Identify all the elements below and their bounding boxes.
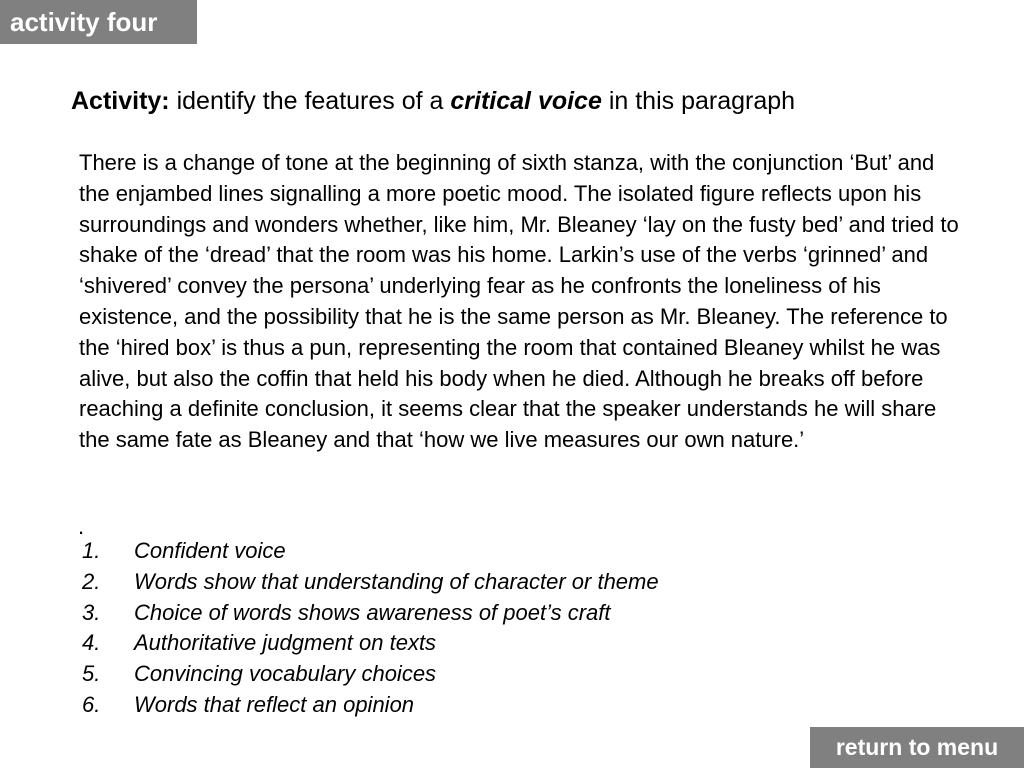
- list-item-number: 3.: [82, 599, 101, 625]
- list-item-text: Convincing vocabulary choices: [134, 661, 437, 687]
- list-item-text: Words that reflect an opinion: [134, 691, 415, 717]
- features-list: [82, 536, 659, 721]
- list-item-number: 1.: [82, 538, 101, 563]
- list-item-number: 2.: [82, 568, 101, 594]
- list-item-number: 6.: [82, 691, 101, 717]
- list-item-number: 4.: [82, 630, 101, 656]
- activity-tag: activity four: [0, 0, 197, 44]
- list-item-number: 5.: [82, 661, 101, 687]
- list-item-text: Confident voice: [134, 538, 286, 563]
- return-to-menu-button[interactable]: return to menu: [810, 727, 1024, 768]
- list-item-text: Authoritative judgment on texts: [134, 630, 437, 656]
- list-item-text: Choice of words shows awareness of poet’s craft: [134, 599, 611, 625]
- list-item: [82, 536, 659, 567]
- list-item: [82, 628, 659, 659]
- activity-heading-emphasis: critical voice: [450, 87, 602, 115]
- activity-heading-text-before: identify the features of a: [176, 87, 444, 115]
- activity-heading-text-after: in this paragraph: [608, 87, 796, 115]
- list-item: [82, 598, 659, 629]
- activity-heading: [71, 84, 795, 118]
- list-item: [82, 659, 659, 690]
- list-item-text: Words show that understanding of character or theme: [134, 568, 659, 594]
- stray-mark: .: [78, 514, 85, 539]
- passage-paragraph: There is a change of tone at the beginning of sixth stanza, with the conjunction ‘But’ and the enjambed lines signalling a more poetic mood. The isolated figure reflects upon his surroundings and wonders whether, like him, Mr. Bleaney ‘lay on the fusty bed’ and tried to shake of the ‘dread’ that the room was his home. Larkin’s use of the verbs ‘grinned’ and ‘shivered’ convey the persona’ underlying fear as he confronts the loneliness of his existence, and the possibility that he is the same person as Mr. Bleaney. The reference to the ‘hired box’ is thus a pun, representing the room that contained Bleaney whilst he was alive, but also the coffin that held his body when he died. Although he breaks off before reaching a definite conclusion, it seems clear that the speaker understands he will share the same fate as Bleaney and that ‘how we live measures our own nature.’: [79, 150, 959, 453]
- list-item: [82, 567, 659, 598]
- activity-heading-lead: Activity:: [71, 87, 170, 115]
- list-item: [82, 690, 659, 721]
